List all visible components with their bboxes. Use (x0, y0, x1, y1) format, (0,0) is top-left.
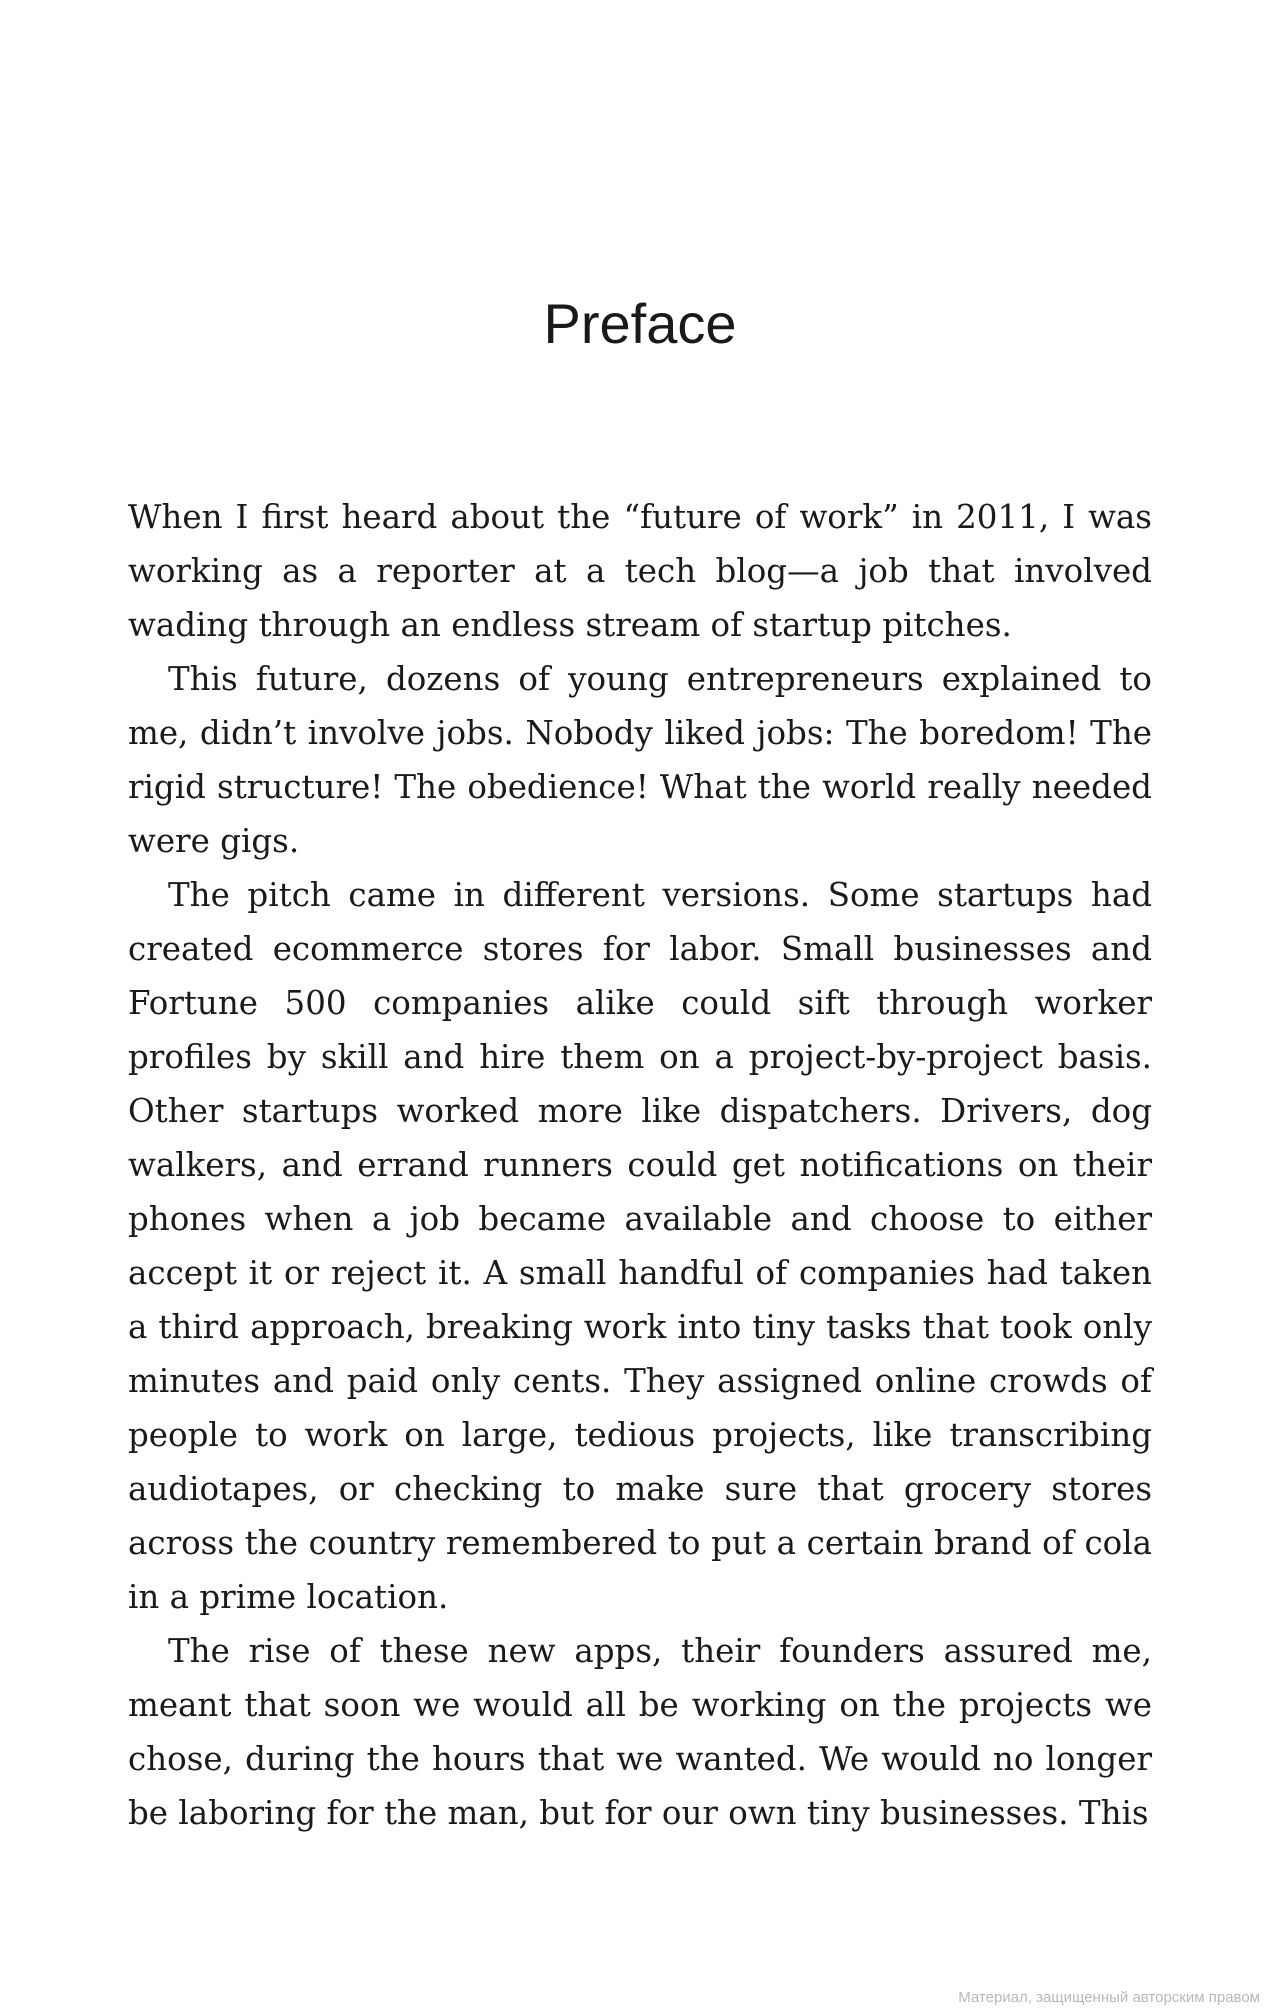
paragraph: The pitch came in different versions. Some startups had created ecommerce stores for labor. Small businesses and Fortune 500 companies alike could sift through worker profiles by skill and hire them on a project-by-project basis. Other startups worked more like dispatchers. Drivers, dog walkers, and errand runners could get notifications on their phones when a job became available and choose to either accept it or reject it. A small handful of companies had taken a third approach, breaking work into tiny tasks that took only minutes and paid only cents. They assigned online crowds of people to work on large, tedious projects, like transcribing audiotapes, or checking to make sure that grocery stores across the country remembered to put a certain brand of cola in a prime location. (128, 876, 1152, 1616)
paragraph: This future, dozens of young entrepreneurs explained to me, didn’t involve jobs. Nobody liked jobs: The boredom! The rigid structure! The obedience! What the world really needed were gigs. (128, 660, 1152, 860)
chapter-title: Preface (543, 292, 737, 355)
body-text (128, 490, 1152, 1840)
copyright-watermark: Материал, защищенный авторским правом (958, 1989, 1260, 2006)
paragraph: The rise of these new apps, their founders assured me, meant that soon we would all be working on the projects we chose, during the hours that we wanted. We would no longer be laboring for the man, but for our own tiny businesses. This (128, 1632, 1152, 1832)
paragraph: When I first heard about the “future of work” in 2011, I was working as a reporter at a tech blog—a job that involved wading through an endless stream of startup pitches. (128, 498, 1152, 644)
